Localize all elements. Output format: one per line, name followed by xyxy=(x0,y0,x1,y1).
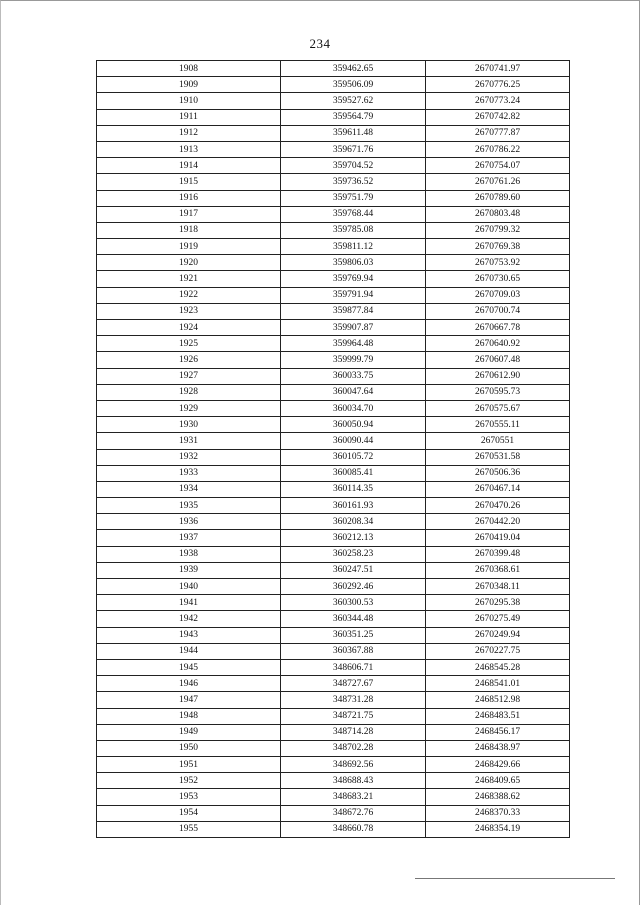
x-coordinate-cell: 359785.08 xyxy=(281,222,426,238)
y-coordinate-cell: 2670773.24 xyxy=(426,93,570,109)
y-coordinate-cell: 2670575.67 xyxy=(426,400,570,416)
x-coordinate-cell: 360085.41 xyxy=(281,465,426,481)
y-coordinate-cell: 2670348.11 xyxy=(426,579,570,595)
table-row xyxy=(97,287,570,303)
point-number-cell: 1931 xyxy=(97,433,281,449)
x-coordinate-cell: 360247.51 xyxy=(281,562,426,578)
point-number-cell: 1924 xyxy=(97,320,281,336)
table-row xyxy=(97,498,570,514)
table-row xyxy=(97,400,570,416)
point-number-cell: 1952 xyxy=(97,773,281,789)
table-row xyxy=(97,562,570,578)
table-row xyxy=(97,530,570,546)
table-row xyxy=(97,708,570,724)
bottom-rule xyxy=(415,878,615,879)
y-coordinate-cell: 2670249.94 xyxy=(426,627,570,643)
table-row xyxy=(97,352,570,368)
point-number-cell: 1946 xyxy=(97,676,281,692)
point-number-cell: 1943 xyxy=(97,627,281,643)
y-coordinate-cell: 2670709.03 xyxy=(426,287,570,303)
x-coordinate-cell: 359769.94 xyxy=(281,271,426,287)
point-number-cell: 1923 xyxy=(97,303,281,319)
point-number-cell: 1953 xyxy=(97,789,281,805)
table-row xyxy=(97,449,570,465)
point-number-cell: 1954 xyxy=(97,805,281,821)
x-coordinate-cell: 359999.79 xyxy=(281,352,426,368)
y-coordinate-cell: 2670803.48 xyxy=(426,206,570,222)
x-coordinate-cell: 360047.64 xyxy=(281,384,426,400)
x-coordinate-cell: 359506.09 xyxy=(281,77,426,93)
y-coordinate-cell: 2670789.60 xyxy=(426,190,570,206)
point-number-cell: 1921 xyxy=(97,271,281,287)
y-coordinate-cell: 2670777.87 xyxy=(426,125,570,141)
y-coordinate-cell: 2670741.97 xyxy=(426,61,570,77)
point-number-cell: 1934 xyxy=(97,481,281,497)
x-coordinate-cell: 360344.48 xyxy=(281,611,426,627)
table-row xyxy=(97,417,570,433)
x-coordinate-cell: 360090.44 xyxy=(281,433,426,449)
y-coordinate-cell: 2670295.38 xyxy=(426,595,570,611)
table-row xyxy=(97,627,570,643)
table-row xyxy=(97,676,570,692)
y-coordinate-cell: 2670506.36 xyxy=(426,465,570,481)
table-row xyxy=(97,740,570,756)
point-number-cell: 1940 xyxy=(97,579,281,595)
y-coordinate-cell: 2670753.92 xyxy=(426,255,570,271)
x-coordinate-cell: 359751.79 xyxy=(281,190,426,206)
table-row xyxy=(97,255,570,271)
point-number-cell: 1937 xyxy=(97,530,281,546)
table-row xyxy=(97,303,570,319)
y-coordinate-cell: 2670769.38 xyxy=(426,239,570,255)
table-row xyxy=(97,320,570,336)
y-coordinate-cell: 2670776.25 xyxy=(426,77,570,93)
table-row xyxy=(97,546,570,562)
y-coordinate-cell: 2670754.07 xyxy=(426,158,570,174)
y-coordinate-cell: 2670551 xyxy=(426,433,570,449)
x-coordinate-cell: 348683.21 xyxy=(281,789,426,805)
table-row xyxy=(97,465,570,481)
table-row xyxy=(97,789,570,805)
point-number-cell: 1909 xyxy=(97,77,281,93)
x-coordinate-cell: 348727.67 xyxy=(281,676,426,692)
table-row xyxy=(97,384,570,400)
point-number-cell: 1925 xyxy=(97,336,281,352)
y-coordinate-cell: 2468388.62 xyxy=(426,789,570,805)
point-number-cell: 1932 xyxy=(97,449,281,465)
page-number: 234 xyxy=(309,36,331,51)
x-coordinate-cell: 348721.75 xyxy=(281,708,426,724)
x-coordinate-cell: 360208.34 xyxy=(281,514,426,530)
y-coordinate-cell: 2670399.48 xyxy=(426,546,570,562)
table-row xyxy=(97,141,570,157)
table-row xyxy=(97,206,570,222)
table-row xyxy=(97,611,570,627)
y-coordinate-cell: 2670419.04 xyxy=(426,530,570,546)
point-number-cell: 1935 xyxy=(97,498,281,514)
y-coordinate-cell: 2670761.26 xyxy=(426,174,570,190)
x-coordinate-cell: 360292.46 xyxy=(281,579,426,595)
point-number-cell: 1930 xyxy=(97,417,281,433)
y-coordinate-cell: 2468483.51 xyxy=(426,708,570,724)
x-coordinate-cell: 359791.94 xyxy=(281,287,426,303)
y-coordinate-cell: 2670467.14 xyxy=(426,481,570,497)
x-coordinate-cell: 360367.88 xyxy=(281,643,426,659)
table-row xyxy=(97,125,570,141)
y-coordinate-cell: 2468512.98 xyxy=(426,692,570,708)
x-coordinate-cell: 348731.28 xyxy=(281,692,426,708)
x-coordinate-cell: 359671.76 xyxy=(281,141,426,157)
y-coordinate-cell: 2670275.49 xyxy=(426,611,570,627)
table-row xyxy=(97,222,570,238)
x-coordinate-cell: 360033.75 xyxy=(281,368,426,384)
point-number-cell: 1908 xyxy=(97,61,281,77)
x-coordinate-cell: 348692.56 xyxy=(281,757,426,773)
point-number-cell: 1933 xyxy=(97,465,281,481)
point-number-cell: 1941 xyxy=(97,595,281,611)
y-coordinate-cell: 2670799.32 xyxy=(426,222,570,238)
x-coordinate-cell: 360351.25 xyxy=(281,627,426,643)
point-number-cell: 1929 xyxy=(97,400,281,416)
y-coordinate-cell: 2468409.65 xyxy=(426,773,570,789)
table-row xyxy=(97,158,570,174)
point-number-cell: 1938 xyxy=(97,546,281,562)
table-row xyxy=(97,109,570,125)
x-coordinate-cell: 360300.53 xyxy=(281,595,426,611)
x-coordinate-cell: 359877.84 xyxy=(281,303,426,319)
point-number-cell: 1942 xyxy=(97,611,281,627)
point-number-cell: 1914 xyxy=(97,158,281,174)
point-number-cell: 1917 xyxy=(97,206,281,222)
x-coordinate-cell: 359704.52 xyxy=(281,158,426,174)
x-coordinate-cell: 360114.35 xyxy=(281,481,426,497)
point-number-cell: 1948 xyxy=(97,708,281,724)
x-coordinate-cell: 360105.72 xyxy=(281,449,426,465)
table-row xyxy=(97,190,570,206)
point-number-cell: 1912 xyxy=(97,125,281,141)
x-coordinate-cell: 359806.03 xyxy=(281,255,426,271)
table-row xyxy=(97,579,570,595)
y-coordinate-cell: 2670531.58 xyxy=(426,449,570,465)
y-coordinate-cell: 2670700.74 xyxy=(426,303,570,319)
table-row xyxy=(97,336,570,352)
point-number-cell: 1927 xyxy=(97,368,281,384)
point-number-cell: 1911 xyxy=(97,109,281,125)
x-coordinate-cell: 360212.13 xyxy=(281,530,426,546)
y-coordinate-cell: 2468456.17 xyxy=(426,724,570,740)
table-row xyxy=(97,643,570,659)
point-number-cell: 1910 xyxy=(97,93,281,109)
y-coordinate-cell: 2670742.82 xyxy=(426,109,570,125)
y-coordinate-cell: 2670612.90 xyxy=(426,368,570,384)
x-coordinate-cell: 360161.93 xyxy=(281,498,426,514)
point-number-cell: 1919 xyxy=(97,239,281,255)
table-row xyxy=(97,174,570,190)
y-coordinate-cell: 2468370.33 xyxy=(426,805,570,821)
x-coordinate-cell: 348606.71 xyxy=(281,659,426,675)
y-coordinate-cell: 2468429.66 xyxy=(426,757,570,773)
table-row xyxy=(97,757,570,773)
table-row xyxy=(97,773,570,789)
table-row xyxy=(97,239,570,255)
y-coordinate-cell: 2670640.92 xyxy=(426,336,570,352)
point-number-cell: 1945 xyxy=(97,659,281,675)
y-coordinate-cell: 2468545.28 xyxy=(426,659,570,675)
point-number-cell: 1947 xyxy=(97,692,281,708)
point-number-cell: 1915 xyxy=(97,174,281,190)
table-row xyxy=(97,433,570,449)
x-coordinate-cell: 359964.48 xyxy=(281,336,426,352)
x-coordinate-cell: 359736.52 xyxy=(281,174,426,190)
point-number-cell: 1939 xyxy=(97,562,281,578)
point-number-cell: 1936 xyxy=(97,514,281,530)
y-coordinate-cell: 2670442.20 xyxy=(426,514,570,530)
table-row xyxy=(97,724,570,740)
x-coordinate-cell: 359768.44 xyxy=(281,206,426,222)
x-coordinate-cell: 348714.28 xyxy=(281,724,426,740)
point-number-cell: 1918 xyxy=(97,222,281,238)
y-coordinate-cell: 2670730.65 xyxy=(426,271,570,287)
table-row xyxy=(97,368,570,384)
table-row xyxy=(97,271,570,287)
x-coordinate-cell: 348702.28 xyxy=(281,740,426,756)
table-row xyxy=(97,805,570,821)
y-coordinate-cell: 2468438.97 xyxy=(426,740,570,756)
x-coordinate-cell: 348672.76 xyxy=(281,805,426,821)
coordinate-table xyxy=(96,60,570,838)
x-coordinate-cell: 359907.87 xyxy=(281,320,426,336)
point-number-cell: 1951 xyxy=(97,757,281,773)
y-coordinate-cell: 2670786.22 xyxy=(426,141,570,157)
x-coordinate-cell: 359811.12 xyxy=(281,239,426,255)
y-coordinate-cell: 2670607.48 xyxy=(426,352,570,368)
x-coordinate-cell: 348688.43 xyxy=(281,773,426,789)
y-coordinate-cell: 2468354.19 xyxy=(426,821,570,837)
table-row xyxy=(97,821,570,837)
table-row xyxy=(97,595,570,611)
x-coordinate-cell: 359564.79 xyxy=(281,109,426,125)
y-coordinate-cell: 2468541.01 xyxy=(426,676,570,692)
coordinate-table-body xyxy=(97,61,570,838)
y-coordinate-cell: 2670227.75 xyxy=(426,643,570,659)
point-number-cell: 1926 xyxy=(97,352,281,368)
point-number-cell: 1920 xyxy=(97,255,281,271)
y-coordinate-cell: 2670555.11 xyxy=(426,417,570,433)
point-number-cell: 1922 xyxy=(97,287,281,303)
point-number-cell: 1950 xyxy=(97,740,281,756)
point-number-cell: 1916 xyxy=(97,190,281,206)
table-row xyxy=(97,61,570,77)
y-coordinate-cell: 2670470.26 xyxy=(426,498,570,514)
point-number-cell: 1928 xyxy=(97,384,281,400)
x-coordinate-cell: 359527.62 xyxy=(281,93,426,109)
x-coordinate-cell: 360034.70 xyxy=(281,400,426,416)
x-coordinate-cell: 359462.65 xyxy=(281,61,426,77)
x-coordinate-cell: 348660.78 xyxy=(281,821,426,837)
table-row xyxy=(97,692,570,708)
table-row xyxy=(97,514,570,530)
table-row xyxy=(97,481,570,497)
point-number-cell: 1955 xyxy=(97,821,281,837)
x-coordinate-cell: 360258.23 xyxy=(281,546,426,562)
point-number-cell: 1913 xyxy=(97,141,281,157)
point-number-cell: 1949 xyxy=(97,724,281,740)
y-coordinate-cell: 2670595.73 xyxy=(426,384,570,400)
table-row xyxy=(97,93,570,109)
y-coordinate-cell: 2670667.78 xyxy=(426,320,570,336)
table-row xyxy=(97,77,570,93)
point-number-cell: 1944 xyxy=(97,643,281,659)
table-row xyxy=(97,659,570,675)
x-coordinate-cell: 359611.48 xyxy=(281,125,426,141)
x-coordinate-cell: 360050.94 xyxy=(281,417,426,433)
y-coordinate-cell: 2670368.61 xyxy=(426,562,570,578)
